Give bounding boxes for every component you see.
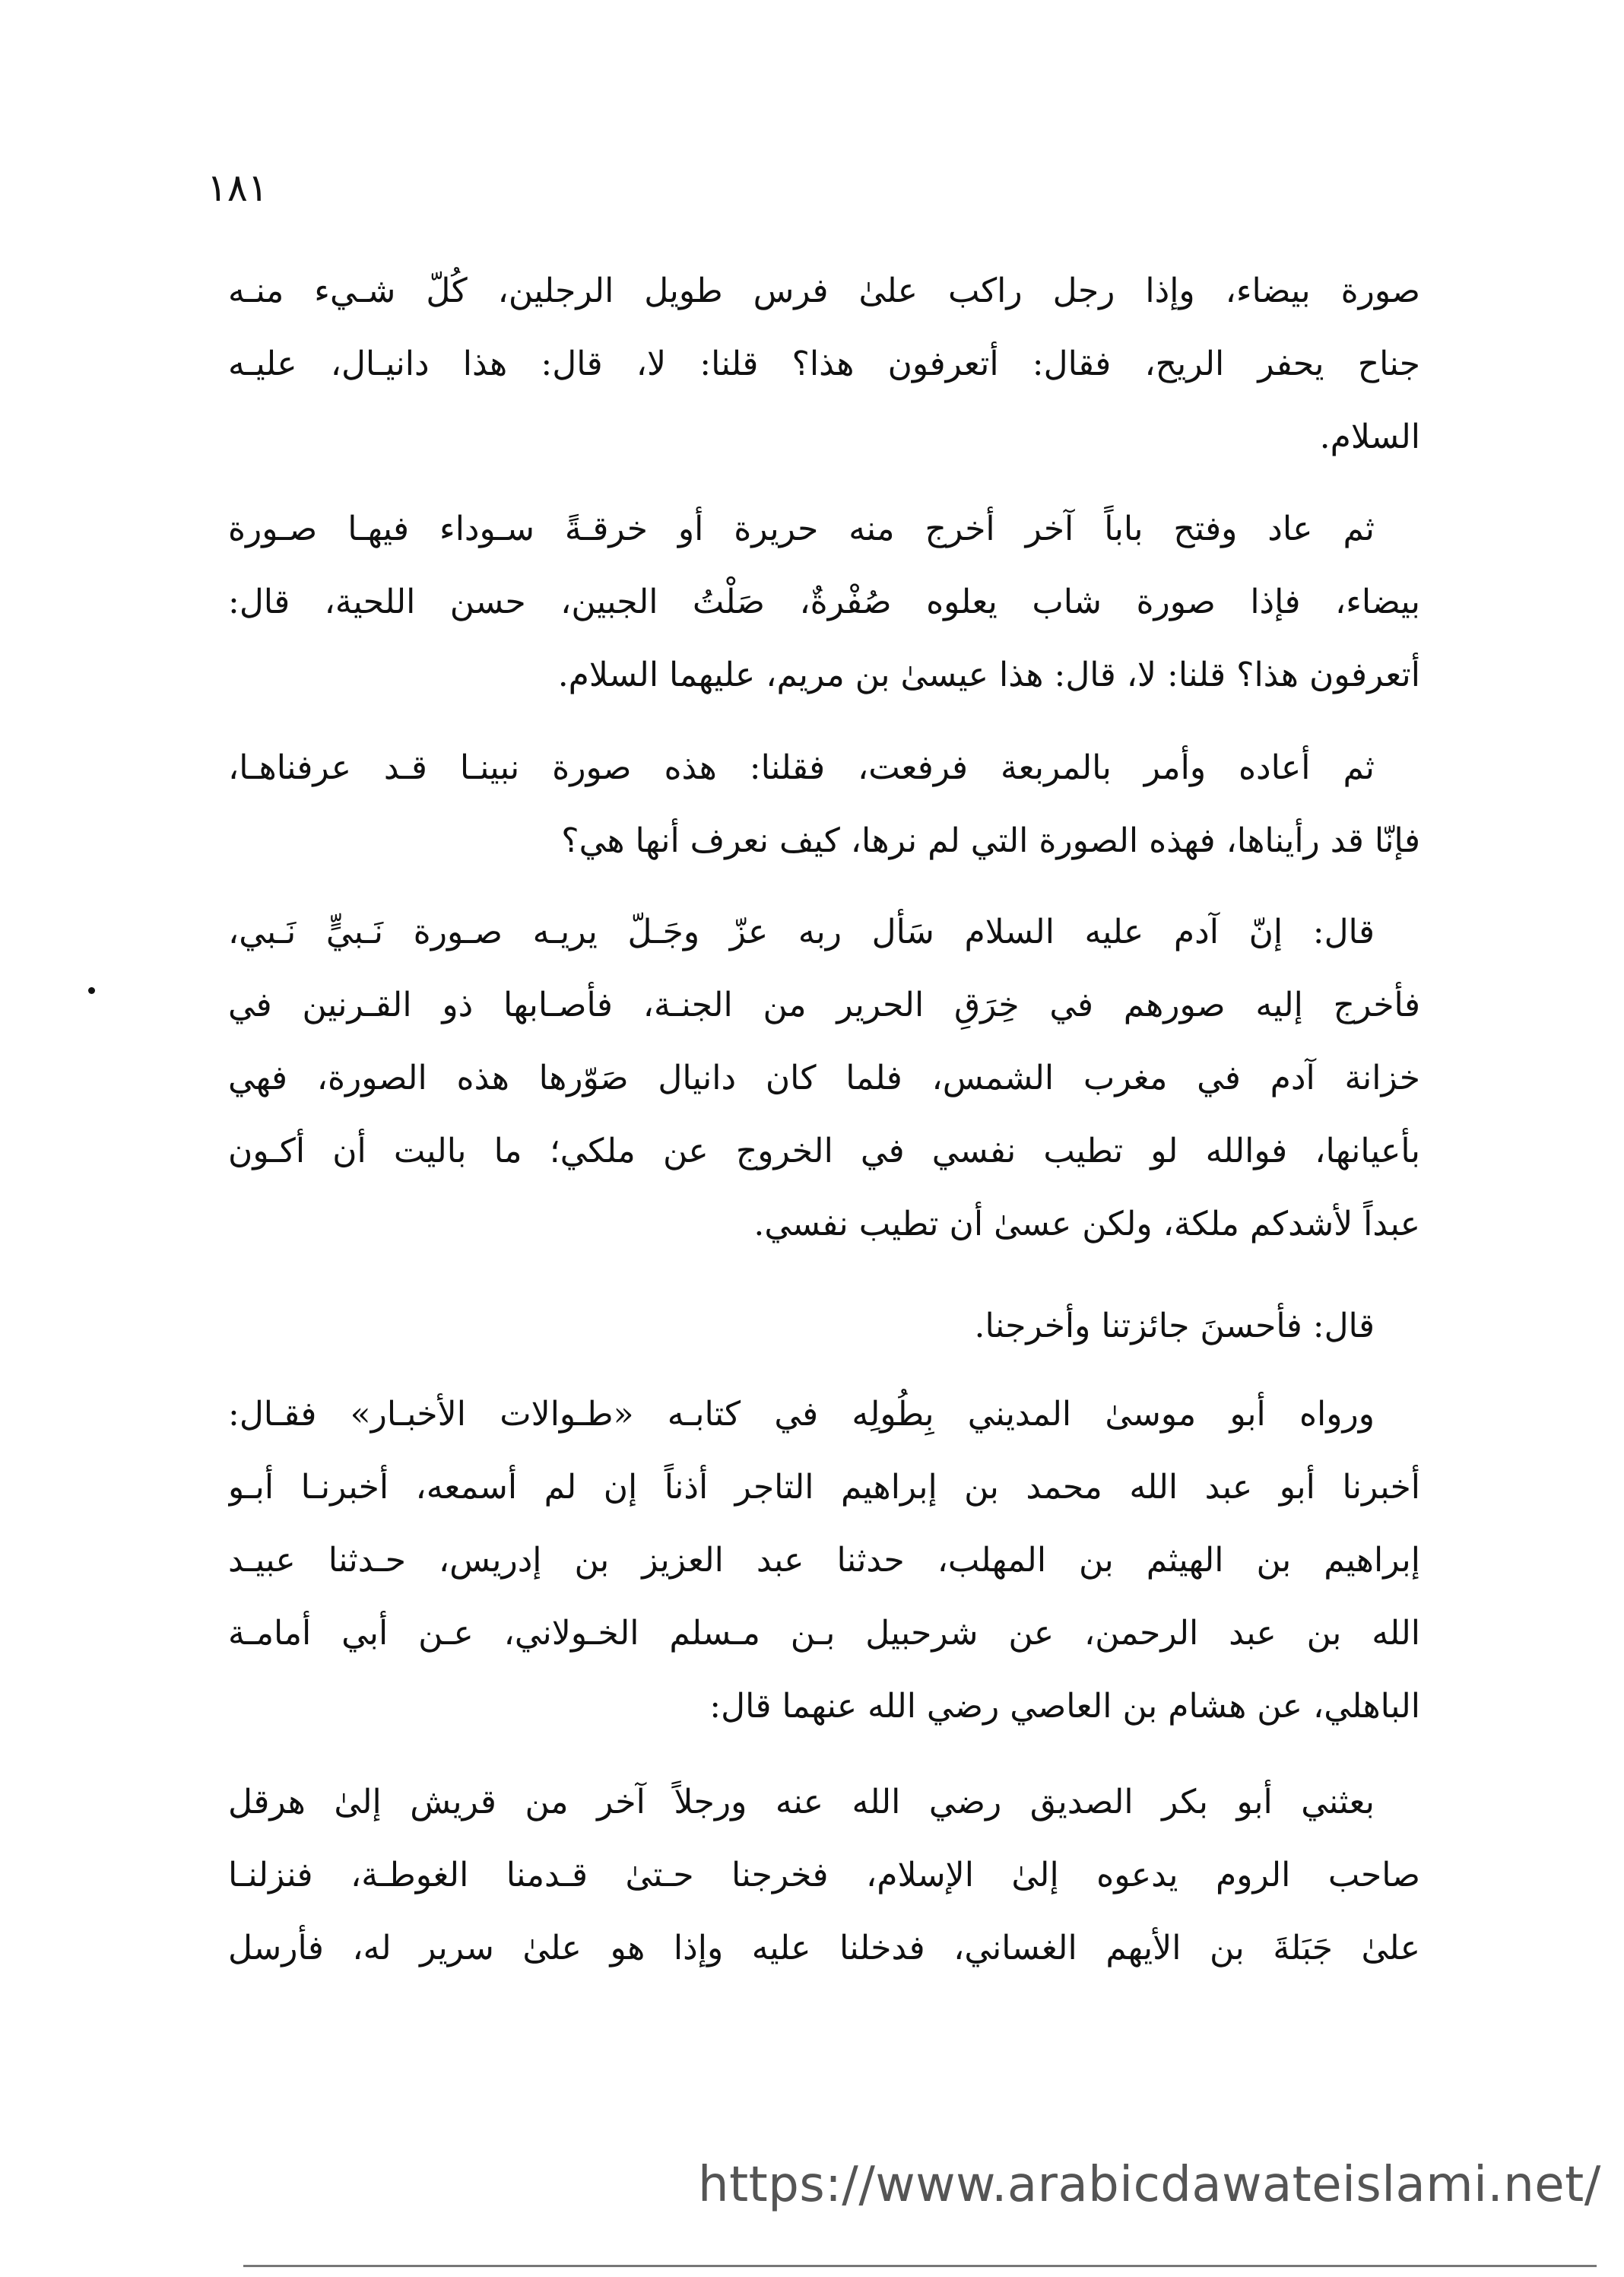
text-line: قال: إنّ آدم عليه السلام سَأل ربه عزّ وجَـلّ يريـه صـورة نَـبيٍّ نَـبي، bbox=[228, 913, 1375, 951]
page-bottom-rule bbox=[243, 2265, 1597, 2267]
text-line: بأعيانها، فوالله لو تطيب نفسي في الخروج عن ملكي؛ ما باليت أن أكـون bbox=[228, 1132, 1420, 1170]
watermark-url: https://www.arabicdawateislami.net/ bbox=[698, 2157, 1601, 2213]
paragraph-3 bbox=[228, 732, 1420, 878]
paragraph-4 bbox=[228, 896, 1420, 1261]
text-line: عبداً لأشدكم ملكة، ولكن عسىٰ أن تطيب نفسي. bbox=[753, 1205, 1420, 1243]
text-line: ورواه أبو موسىٰ المديني بِطُولِه في كتابـه «طـوالات الأخبـار» فقـال: bbox=[228, 1395, 1375, 1434]
text-line: علىٰ جَبَلةَ بن الأيهم الغساني، فدخلنا عليه وإذا هو علىٰ سرير له، فأرسل bbox=[228, 1929, 1420, 1967]
text-line: جناح يحفر الريح، فقال: أتعرفون هذا؟ قلنا: لا، قال: هذا دانيـال، عليـه bbox=[228, 345, 1420, 383]
paragraph-1 bbox=[228, 255, 1420, 474]
text-line: ثم أعاده وأمر بالمربعة فرفعت، فقلنا: هذه صورة نبينـا قـد عرفناهـا، bbox=[228, 748, 1375, 787]
paragraph-5 bbox=[228, 1290, 1420, 1363]
text-line: فأخرج إليه صورهم في خِرَقِ الحرير من الجنـة، فأصـابها ذو القـرنين في bbox=[228, 986, 1420, 1024]
text-line: ثم عاد وفتح باباً آخر أخرج منه حريرة أو خرقـةً سـوداء فيهـا صـورة bbox=[228, 510, 1375, 548]
text-line: أخبرنا أبو عبد الله محمد بن إبراهيم التاجر أذناً إن لم أسمعه، أخبرنـا أبـو bbox=[228, 1468, 1420, 1507]
text-line: بيضاء، فإذا صورة شاب يعلوه صُفْرةٌ، صَلْتُ الجبين، حسن اللحية، قال: bbox=[228, 583, 1420, 621]
text-line: الله بن عبد الرحمن، عن شرحبيل بـن مـسلم الخـولاني، عـن أبي أمامـة bbox=[228, 1614, 1420, 1653]
text-line: أتعرفون هذا؟ قلنا: لا، قال: هذا عيسىٰ بن مريم، عليهما السلام. bbox=[557, 656, 1420, 694]
scan-speck bbox=[88, 987, 95, 994]
paragraph-6 bbox=[228, 1378, 1420, 1743]
text-line: فإنّا قد رأيناها، فهذه الصورة التي لم نرها، كيف نعرف أنها هي؟ bbox=[561, 821, 1420, 860]
text-line: بعثني أبو بكر الصديق رضي الله عنه ورجلاً آخر من قريش إلىٰ هرقل bbox=[228, 1783, 1375, 1821]
text-line: صورة بيضاء، وإذا رجل راكب علىٰ فرس طويل الرجلين، كُلّ شـيء منـه bbox=[228, 272, 1420, 310]
text-line: صاحب الروم يدعوه إلىٰ الإسلام، فخرجنا حـتىٰ قـدمنا الغوطـة، فنزلنـا bbox=[228, 1856, 1420, 1894]
text-line: الباهلي، عن هشام بن العاصي رضي الله عنهما قال: bbox=[709, 1687, 1420, 1726]
text-line: السلام. bbox=[1319, 418, 1420, 456]
paragraph-2 bbox=[228, 493, 1420, 712]
text-line: إبراهيم بن الهيثم بن المهلب، حدثنا عبد العزيز بن إدريس، حـدثنا عبيـد bbox=[228, 1541, 1420, 1580]
text-line: قال: فأحسنَ جائزتنا وأخرجنا. bbox=[974, 1307, 1375, 1345]
paragraph-7 bbox=[228, 1766, 1420, 1985]
page-number: ١٨١ bbox=[207, 166, 268, 210]
text-line: خزانة آدم في مغرب الشمس، فلما كان دانيال صَوّرها هذه الصورة، فهي bbox=[228, 1059, 1420, 1097]
